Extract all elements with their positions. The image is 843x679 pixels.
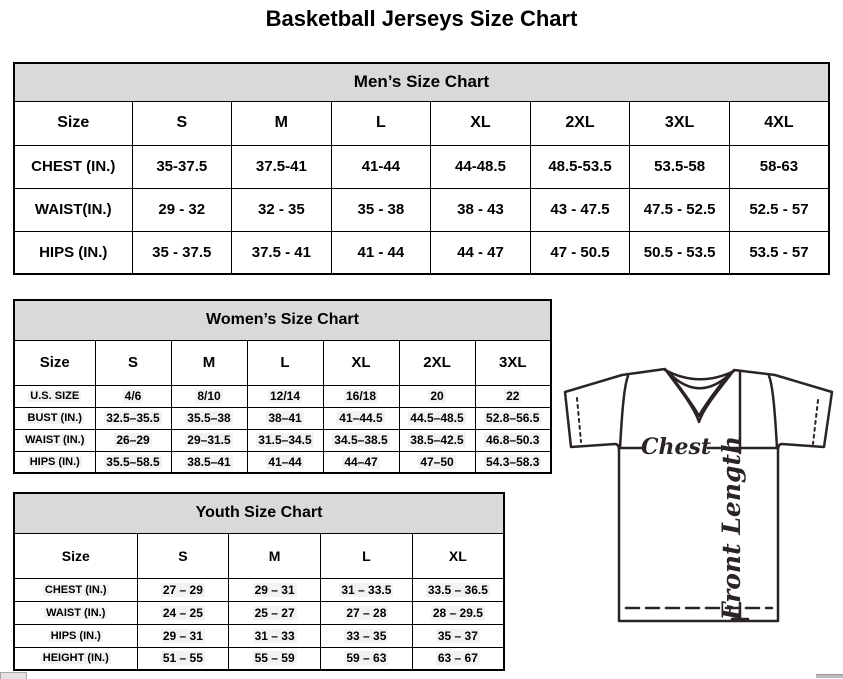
scrollbar-fragment-left[interactable] bbox=[0, 672, 27, 679]
size-cell: 35.5–38 bbox=[171, 407, 247, 429]
table-title-row bbox=[14, 493, 504, 533]
size-cell: 52.5 - 57 bbox=[729, 188, 829, 231]
size-cell: 31 – 33 bbox=[229, 624, 321, 647]
size-cell: 35.5–58.5 bbox=[95, 451, 171, 473]
table-row bbox=[14, 624, 504, 647]
size-cell: 4/6 bbox=[95, 385, 171, 407]
size-cell: 53.5 - 57 bbox=[729, 231, 829, 274]
size-cell: 25 – 27 bbox=[229, 601, 321, 624]
table-row bbox=[14, 385, 551, 407]
column-header: M bbox=[229, 533, 321, 578]
size-cell: 44.5–48.5 bbox=[399, 407, 475, 429]
table-row bbox=[14, 647, 504, 670]
size-cell: 28 – 29.5 bbox=[412, 601, 504, 624]
size-cell: 29 – 31 bbox=[229, 578, 321, 601]
jersey-outline bbox=[565, 369, 832, 621]
womens-size-table bbox=[13, 299, 552, 474]
column-header: L bbox=[321, 533, 413, 578]
size-cell: 44–47 bbox=[323, 451, 399, 473]
row-label: HEIGHT (IN.) bbox=[14, 647, 137, 670]
size-cell: 27 – 28 bbox=[321, 601, 413, 624]
size-cell: 8/10 bbox=[171, 385, 247, 407]
size-cell: 52.8–56.5 bbox=[475, 407, 551, 429]
size-cell: 38.5–41 bbox=[171, 451, 247, 473]
row-label: U.S. SIZE bbox=[14, 385, 95, 407]
scrollbar-fragment-right[interactable] bbox=[816, 674, 843, 678]
size-cell: 47–50 bbox=[399, 451, 475, 473]
size-cell: 35 - 38 bbox=[331, 188, 431, 231]
column-header: M bbox=[171, 340, 247, 385]
size-cell: 26–29 bbox=[95, 429, 171, 451]
size-cell: 35 – 37 bbox=[412, 624, 504, 647]
size-cell: 41–44 bbox=[247, 451, 323, 473]
size-cell: 41 - 44 bbox=[331, 231, 431, 274]
size-cell: 50.5 - 53.5 bbox=[630, 231, 730, 274]
size-cell: 58-63 bbox=[729, 145, 829, 188]
front-length-label: Front Length bbox=[717, 435, 746, 621]
size-cell: 35-37.5 bbox=[132, 145, 232, 188]
size-cell: 44 - 47 bbox=[431, 231, 531, 274]
column-header-row bbox=[14, 533, 504, 578]
row-label: WAIST (IN.) bbox=[14, 429, 95, 451]
size-cell: 29 - 32 bbox=[132, 188, 232, 231]
column-header: XL bbox=[412, 533, 504, 578]
size-cell: 47.5 - 52.5 bbox=[630, 188, 730, 231]
table-title-row bbox=[14, 300, 551, 340]
size-cell: 34.5–38.5 bbox=[323, 429, 399, 451]
size-cell: 51 – 55 bbox=[137, 647, 229, 670]
size-cell: 29–31.5 bbox=[171, 429, 247, 451]
size-cell: 24 – 25 bbox=[137, 601, 229, 624]
table-title: Women’s Size Chart bbox=[14, 300, 551, 340]
table-row bbox=[14, 407, 551, 429]
column-header: L bbox=[331, 101, 431, 145]
size-cell: 41-44 bbox=[331, 145, 431, 188]
size-cell: 53.5-58 bbox=[630, 145, 730, 188]
table-row bbox=[14, 429, 551, 451]
row-label: BUST (IN.) bbox=[14, 407, 95, 429]
size-cell: 32 - 35 bbox=[232, 188, 332, 231]
size-cell: 37.5 - 41 bbox=[232, 231, 332, 274]
page-title: Basketball Jerseys Size Chart bbox=[265, 6, 578, 31]
size-cell: 29 – 31 bbox=[137, 624, 229, 647]
size-cell: 35 - 37.5 bbox=[132, 231, 232, 274]
size-cell: 37.5-41 bbox=[232, 145, 332, 188]
row-label: WAIST (IN.) bbox=[14, 601, 137, 624]
column-header: Size bbox=[14, 101, 132, 145]
table-row bbox=[14, 451, 551, 473]
size-cell: 22 bbox=[475, 385, 551, 407]
size-cell: 31.5–34.5 bbox=[247, 429, 323, 451]
row-label: HIPS (IN.) bbox=[14, 624, 137, 647]
size-cell: 20 bbox=[399, 385, 475, 407]
youth-size-table bbox=[13, 492, 505, 671]
column-header: Size bbox=[14, 533, 137, 578]
column-header: L bbox=[247, 340, 323, 385]
row-label: HIPS (IN.) bbox=[14, 451, 95, 473]
column-header: XL bbox=[431, 101, 531, 145]
size-cell: 32.5–35.5 bbox=[95, 407, 171, 429]
size-cell: 43 - 47.5 bbox=[530, 188, 630, 231]
size-cell: 63 – 67 bbox=[412, 647, 504, 670]
row-label: CHEST (IN.) bbox=[14, 578, 137, 601]
table-row bbox=[14, 188, 829, 231]
row-label: WAIST(IN.) bbox=[14, 188, 132, 231]
mens-size-table bbox=[13, 62, 830, 275]
size-cell: 27 – 29 bbox=[137, 578, 229, 601]
column-header: S bbox=[132, 101, 232, 145]
column-header: 3XL bbox=[630, 101, 730, 145]
size-cell: 44-48.5 bbox=[431, 145, 531, 188]
chest-label: Chest bbox=[640, 434, 712, 460]
table-row bbox=[14, 578, 504, 601]
table-title-row bbox=[14, 63, 829, 101]
size-cell: 48.5-53.5 bbox=[530, 145, 630, 188]
column-header: M bbox=[232, 101, 332, 145]
column-header: 2XL bbox=[399, 340, 475, 385]
column-header: 4XL bbox=[729, 101, 829, 145]
table-row bbox=[14, 231, 829, 274]
table-title: Youth Size Chart bbox=[14, 493, 504, 533]
size-cell: 38.5–42.5 bbox=[399, 429, 475, 451]
row-label: HIPS (IN.) bbox=[14, 231, 132, 274]
size-cell: 46.8–50.3 bbox=[475, 429, 551, 451]
size-cell: 55 – 59 bbox=[229, 647, 321, 670]
column-header: XL bbox=[323, 340, 399, 385]
size-cell: 33 – 35 bbox=[321, 624, 413, 647]
size-cell: 54.3–58.3 bbox=[475, 451, 551, 473]
column-header: S bbox=[95, 340, 171, 385]
jersey-measurement-diagram bbox=[556, 358, 843, 633]
table-row bbox=[14, 145, 829, 188]
size-cell: 31 – 33.5 bbox=[321, 578, 413, 601]
size-cell: 38 - 43 bbox=[431, 188, 531, 231]
column-header: 2XL bbox=[530, 101, 630, 145]
table-row bbox=[14, 601, 504, 624]
column-header-row bbox=[14, 101, 829, 145]
size-cell: 12/14 bbox=[247, 385, 323, 407]
column-header: S bbox=[137, 533, 229, 578]
size-cell: 16/18 bbox=[323, 385, 399, 407]
column-header-row bbox=[14, 340, 551, 385]
column-header: Size bbox=[14, 340, 95, 385]
size-cell: 41–44.5 bbox=[323, 407, 399, 429]
table-title: Men’s Size Chart bbox=[14, 63, 829, 101]
size-cell: 38–41 bbox=[247, 407, 323, 429]
size-cell: 33.5 – 36.5 bbox=[412, 578, 504, 601]
size-cell: 47 - 50.5 bbox=[530, 231, 630, 274]
row-label: CHEST (IN.) bbox=[14, 145, 132, 188]
size-cell: 59 – 63 bbox=[321, 647, 413, 670]
column-header: 3XL bbox=[475, 340, 551, 385]
